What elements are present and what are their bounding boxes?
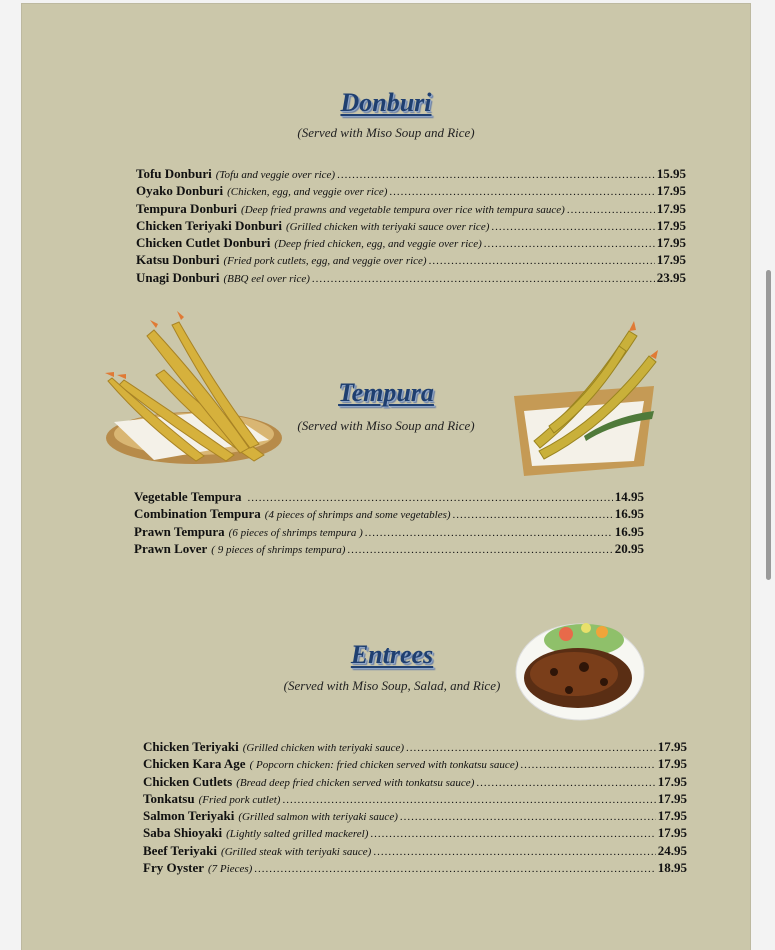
menu-item-name: • Fry Oyster [143, 860, 205, 876]
menu-item-price: 17.95 [657, 773, 687, 789]
leader-dots [312, 273, 655, 285]
menu-item-name: • Tempura Donburi [136, 200, 238, 216]
menu-item [134, 541, 644, 558]
menu-item [136, 252, 686, 269]
tempura-list [134, 489, 644, 558]
menu-item-price: 14.95 [614, 489, 644, 504]
menu-item-description: (Fried pork cutlet) [198, 793, 281, 806]
menu-item [143, 756, 687, 773]
menu-item [143, 739, 687, 756]
menu-item-price: 17.95 [657, 756, 687, 772]
menu-item [143, 825, 687, 842]
menu-item [143, 860, 687, 877]
menu-item-price: 15.95 [656, 166, 686, 181]
leader-dots [389, 186, 654, 198]
menu-item-name: • Tonkatsu [143, 790, 195, 806]
menu-item [134, 524, 644, 541]
menu-item-name: • Prawn Tempura [134, 523, 225, 539]
menu-item [134, 506, 644, 523]
leader-dots [429, 255, 655, 267]
leader-dots [373, 846, 655, 858]
menu-item-name: • Tofu Donburi [136, 166, 212, 181]
menu-item-price: 16.95 [614, 523, 644, 539]
tempura-title: Tempura [338, 378, 434, 407]
menu-item [143, 843, 687, 860]
menu-item-description: ( Popcorn chicken: fried chicken served with tonkatsu sauce) [249, 759, 519, 772]
menu-item-price: 17.95 [656, 252, 686, 268]
leader-dots [567, 204, 655, 216]
menu-item [136, 183, 686, 200]
menu-item-name: • Vegetable Tempura [134, 489, 242, 504]
leader-dots [491, 221, 654, 233]
leader-dots [248, 492, 613, 504]
menu-item-price: 20.95 [614, 540, 644, 556]
menu-item-name: • Chicken Teriyaki [143, 739, 239, 754]
menu-item-name: • Chicken Kara Age [143, 756, 246, 772]
scrollbar[interactable] [766, 270, 771, 580]
tempura-photo-right [504, 316, 664, 481]
leader-dots [453, 509, 613, 521]
menu-item [143, 774, 687, 791]
leader-dots [282, 794, 655, 806]
menu-item-price: 17.95 [656, 235, 686, 251]
menu-item-name: • Prawn Lover [134, 540, 208, 556]
menu-item-name: • Chicken Cutlet Donburi [136, 235, 271, 251]
menu-item-description: (Deep fried chicken, egg, and veggie over rice) [274, 238, 482, 251]
leader-dots [484, 238, 655, 250]
menu-item-name: • Oyako Donburi [136, 183, 224, 199]
menu-item-description: (Grilled chicken with teriyaki sauce) [242, 742, 404, 754]
leader-dots [400, 811, 656, 823]
leader-dots [370, 828, 655, 840]
menu-item-name: • Salmon Teriyaki [143, 808, 235, 824]
menu-item [143, 808, 687, 825]
menu-item-name: • Beef Teriyaki [143, 842, 218, 858]
menu-item-description: (Bread deep fried chicken served with tonkatsu sauce) [236, 776, 475, 789]
entree-photo [514, 612, 646, 722]
leader-dots [365, 527, 613, 539]
donburi-subtitle: (Served with Miso Soup and Rice) [297, 125, 475, 140]
menu-item [136, 218, 686, 235]
entrees-list [143, 739, 687, 877]
leader-dots [254, 863, 655, 875]
entrees-title: Entrees [350, 640, 434, 669]
menu-item-description: (Fried pork cutlets, egg, and veggie over rice) [223, 255, 427, 268]
leader-dots [406, 742, 656, 754]
menu-item-name: • Katsu Donburi [136, 252, 220, 268]
menu-item-price: 17.95 [657, 790, 687, 806]
menu-item-name: • Unagi Donburi [136, 269, 220, 285]
menu-item-description: (BBQ eel over rice) [223, 272, 310, 285]
menu-item-description: (7 Pieces) [208, 863, 253, 876]
donburi-list [136, 166, 686, 287]
menu-item-description: (Grilled steak with teriyaki sauce) [221, 845, 372, 858]
menu-item-name: • Chicken Teriyaki Donburi [136, 217, 282, 233]
menu-item-description: (Lightly salted grilled mackerel) [226, 828, 369, 841]
menu-item [136, 270, 686, 287]
menu-item-name: • Chicken Cutlets [143, 773, 233, 789]
menu-page [22, 4, 750, 950]
leader-dots [337, 169, 655, 181]
menu-item-description: (Chicken, egg, and veggie over rice) [227, 186, 388, 199]
menu-item-description: (6 pieces of shrimps tempura ) [228, 526, 363, 539]
menu-item-price: 24.95 [657, 842, 687, 858]
leader-dots [520, 759, 655, 771]
leader-dots [347, 544, 612, 556]
menu-item-price: 17.95 [657, 825, 687, 841]
donburi-title: Donburi [340, 88, 432, 117]
menu-item-description: (Tofu and veggie over rice) [215, 169, 336, 181]
menu-item-description: (4 pieces of shrimps and some vegetables) [264, 509, 451, 522]
menu-item-description: (Grilled chicken with teriyaki sauce over rice) [285, 220, 490, 233]
menu-item [136, 166, 686, 183]
menu-item-name: • Saba Shioyaki [143, 825, 223, 841]
menu-item-price: 17.95 [657, 739, 687, 754]
menu-item-name: • Combination Tempura [134, 506, 261, 522]
menu-item [136, 235, 686, 252]
menu-item-price: 17.95 [657, 808, 687, 824]
menu-item [136, 201, 686, 218]
tempura-subtitle: (Served with Miso Soup and Rice) [297, 418, 475, 433]
menu-item-price: 17.95 [656, 200, 686, 216]
menu-item-price: 18.95 [657, 860, 687, 876]
menu-item-price: 16.95 [614, 506, 644, 522]
menu-item [143, 791, 687, 808]
menu-item-price: 17.95 [656, 217, 686, 233]
menu-item-price: 23.95 [656, 269, 686, 285]
menu-item [134, 489, 644, 506]
menu-item-price: 17.95 [656, 183, 686, 199]
menu-item-description: ( 9 pieces of shrimps tempura) [211, 543, 346, 556]
leader-dots [476, 777, 655, 789]
entrees-subtitle: (Served with Miso Soup, Salad, and Rice) [283, 678, 501, 693]
menu-item-description: (Deep fried prawns and vegetable tempura over rice with tempura sauce) [241, 203, 565, 216]
menu-item-description: (Grilled salmon with teriyaki sauce) [238, 811, 398, 824]
